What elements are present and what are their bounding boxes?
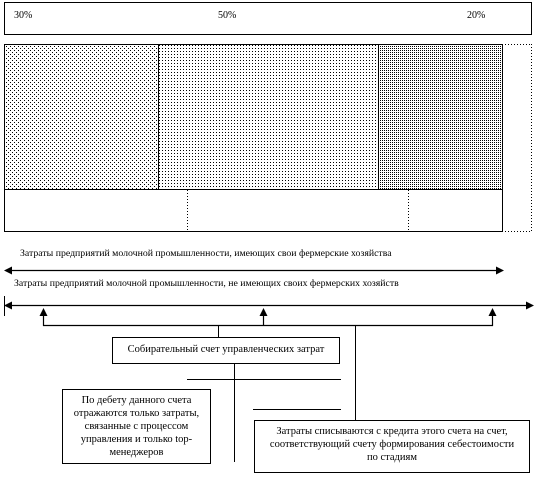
- arrow-own-farms: [4, 267, 504, 275]
- arrow-no-farms: [4, 296, 534, 316]
- collector-bracket: [40, 308, 497, 337]
- percentage-bar: [5, 3, 532, 35]
- debit-note-box: По дебету данного счета отражаются только затраты, связанные с процессом управления и только top-менеджеров: [62, 389, 211, 464]
- segment-30-percent: [5, 45, 158, 189]
- percent-label-right: 20%: [467, 10, 486, 21]
- credit-note-box: Затраты списываются с кредита этого счета на счет, соответствующий счету формирования себестоимости по стадиям: [254, 420, 530, 473]
- lower-band: [5, 190, 503, 232]
- percent-label-middle: 50%: [218, 10, 237, 21]
- segment-20-percent: [378, 45, 502, 189]
- own-farms-label: Затраты предприятий молочной промышленности, имеющих свои фермерские хозяйства: [20, 248, 392, 259]
- no-farms-label: Затраты предприятий молочной промышленности, не имеющих своих фермерских хозяйств: [14, 278, 399, 289]
- collector-account-box: Собирательный счет управленческих затрат: [112, 337, 340, 364]
- segment-50-percent: [158, 45, 378, 189]
- percent-label-left: 30%: [14, 10, 33, 21]
